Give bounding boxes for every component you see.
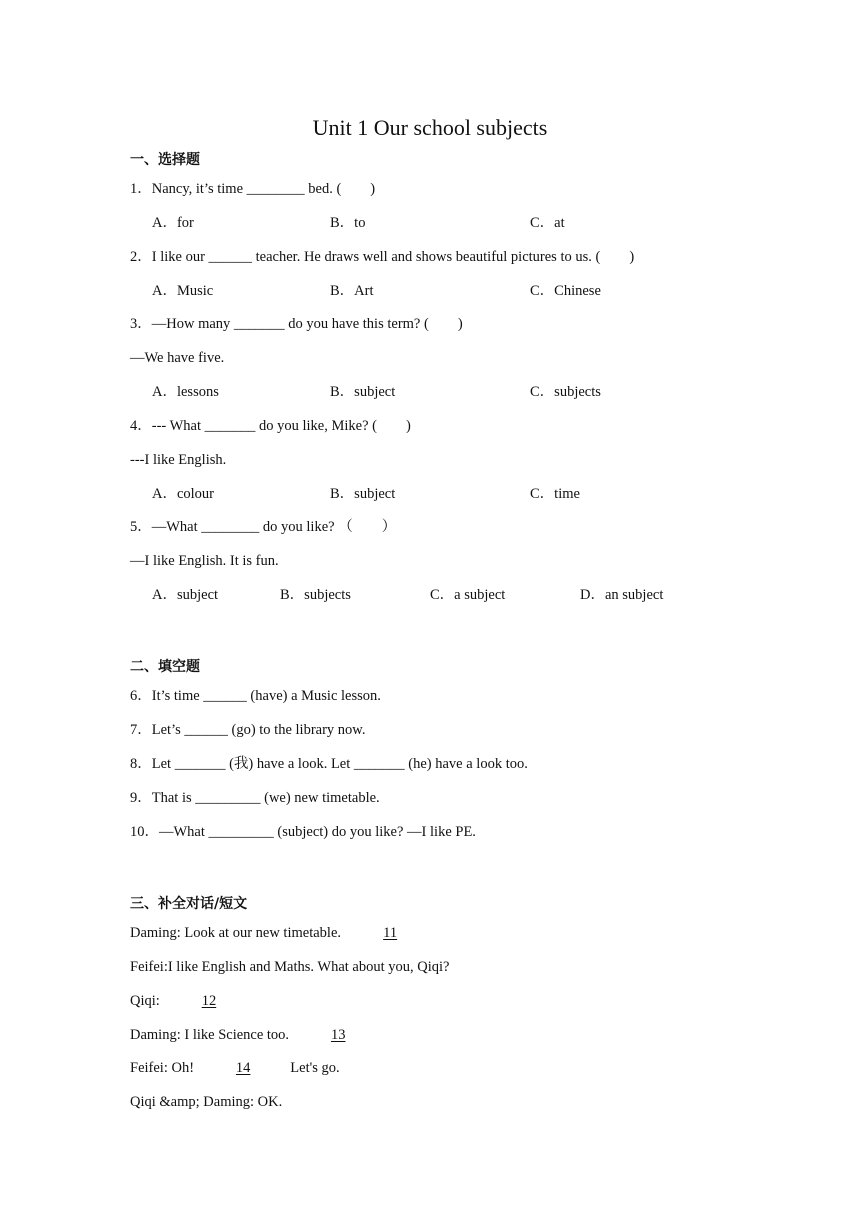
fill-item-10: 10．—What _________ (subject) do you like? —I like PE. xyxy=(130,824,476,840)
section-heading-fill: 二、填空题 xyxy=(130,659,200,675)
dialogue-text: Qiqi: xyxy=(130,993,160,1009)
option-c: C．Chinese xyxy=(530,283,601,299)
question-5-options xyxy=(152,585,772,605)
dialogue-blank-12: 12 xyxy=(201,993,217,1009)
question-1: 1．Nancy, it’s time ________ bed. ( ) xyxy=(130,181,376,197)
option-c: C．time xyxy=(530,486,580,502)
option-c: C．at xyxy=(530,215,565,231)
section-heading-dialogue: 三、补全对话/短文 xyxy=(130,896,248,912)
option-a: A．Music xyxy=(152,283,214,299)
option-c: C．subjects xyxy=(530,384,601,400)
option-a: A．subject xyxy=(152,587,219,603)
option-a: A．lessons xyxy=(152,384,219,400)
option-b: B．subjects xyxy=(280,587,351,603)
question-5: 5．—What ________ do you like? （ ） xyxy=(130,519,397,535)
question-3: 3．—How many _______ do you have this term? ( ) xyxy=(130,316,463,332)
fill-item-8: 8．Let _______ (我) have a look. Let _______ (he) have a look too. xyxy=(130,756,528,772)
dialogue-line-6: Qiqi &amp; Daming: OK. xyxy=(130,1094,283,1110)
dialogue-text: Feifei: Oh! xyxy=(130,1060,195,1076)
question-2-options xyxy=(152,281,772,301)
option-c: C．a subject xyxy=(430,587,506,603)
question-4: 4．--- What _______ do you like, Mike? ( ) xyxy=(130,418,411,434)
dialogue-tail: Let's go. xyxy=(290,1060,340,1076)
dialogue-text: Daming: I like Science too. xyxy=(130,1027,290,1043)
option-b: B．subject xyxy=(330,384,396,400)
fill-item-6: 6．It’s time ______ (have) a Music lesson. xyxy=(130,688,381,704)
dialogue-line-5 xyxy=(130,1058,340,1078)
dialogue-blank-11: 11 xyxy=(383,925,398,941)
dialogue-blank-14: 14 xyxy=(235,1060,251,1076)
dialogue-line-2: Feifei:I like English and Maths. What about you, Qiqi? xyxy=(130,959,450,975)
option-b: B．subject xyxy=(330,486,396,502)
fill-item-9: 9．That is _________ (we) new timetable. xyxy=(130,790,380,806)
section-heading-choice: 一、选择题 xyxy=(130,152,200,168)
option-a: A．for xyxy=(152,215,194,231)
question-3-answer: —We have five. xyxy=(130,350,225,366)
question-4-options xyxy=(152,484,772,504)
option-b: B．to xyxy=(330,215,366,231)
page-title: Unit 1 Our school subjects xyxy=(312,115,548,140)
dialogue-line-1 xyxy=(130,923,428,943)
dialogue-line-3 xyxy=(130,991,246,1011)
option-d: D．an subject xyxy=(580,587,664,603)
fill-item-7: 7．Let’s ______ (go) to the library now. xyxy=(130,722,366,738)
question-2: 2．I like our ______ teacher. He draws well and shows beautiful pictures to us. ( ) xyxy=(130,249,635,265)
question-4-answer: ---I like English. xyxy=(130,452,227,468)
question-5-answer: —I like English. It is fun. xyxy=(130,553,279,569)
question-1-options xyxy=(152,213,772,233)
option-a: A．colour xyxy=(152,486,215,502)
question-3-options xyxy=(152,382,772,402)
dialogue-blank-13: 13 xyxy=(330,1027,346,1043)
option-b: B．Art xyxy=(330,283,374,299)
dialogue-text: Daming: Look at our new timetable. xyxy=(130,925,342,941)
dialogue-line-4 xyxy=(130,1025,376,1045)
